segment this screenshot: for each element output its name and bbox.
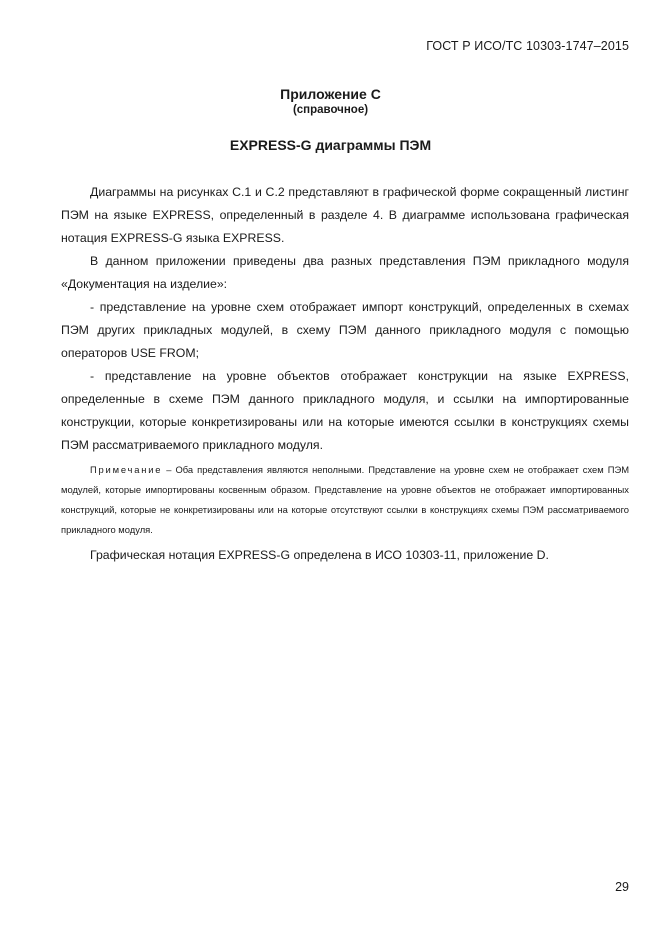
page-number: 29	[615, 880, 629, 894]
section-title: EXPRESS-G диаграммы ПЭМ	[229, 137, 432, 153]
paragraph-representations: В данном приложении приведены два разных представления ПЭМ прикладного модуля «Документация на изделие»:	[61, 254, 629, 291]
note-label: Примечание	[90, 464, 163, 475]
appendix-title: Приложение С	[280, 86, 381, 102]
standard-code-header: ГОСТ Р ИСО/ТС 10303-1747–2015	[426, 39, 629, 53]
note	[61, 460, 629, 540]
paragraph-notation-reference: Графическая нотация EXPRESS-G определена в ИСО 10303-11, приложение D.	[90, 548, 549, 562]
paragraph-entity-level: - представление на уровне объектов отображает конструкции на языке EXPRESS, определенные в схеме ПЭМ данного прикладного модуля, и ссылки на импортированные конструкции, которые конкретизированы или на которые имеются ссылки в конструкциях схемы ПЭМ рассматриваемого прикладного модуля.	[61, 369, 629, 452]
paragraph-schema-level: - представление на уровне схем отображает импорт конструкций, определенных в схемах ПЭМ других прикладных модулей, в схему ПЭМ данного прикладного модуля с помощью операторов USE FROM;	[61, 300, 629, 360]
note-text: – Оба представления являются неполными. Представление на уровне схем не отображает схем ПЭМ модулей, которые импортированы косвенным образом. Представление на уровне объектов не отображает импортированных конструкций, которые не конкретизированы или на которые отсутствуют ссылки в конструкциях схемы ПЭМ рассматриваемого прикладного модуля.	[61, 464, 629, 535]
document-body	[61, 181, 629, 567]
paragraph-intro: Диаграммы на рисунках С.1 и С.2 представляют в графической форме сокращенный листинг ПЭМ на языке EXPRESS, определенный в разделе 4. В диаграмме использована графическая нотация EXPRESS-G языка EXPRESS.	[61, 185, 629, 245]
appendix-type: (справочное)	[292, 104, 369, 116]
